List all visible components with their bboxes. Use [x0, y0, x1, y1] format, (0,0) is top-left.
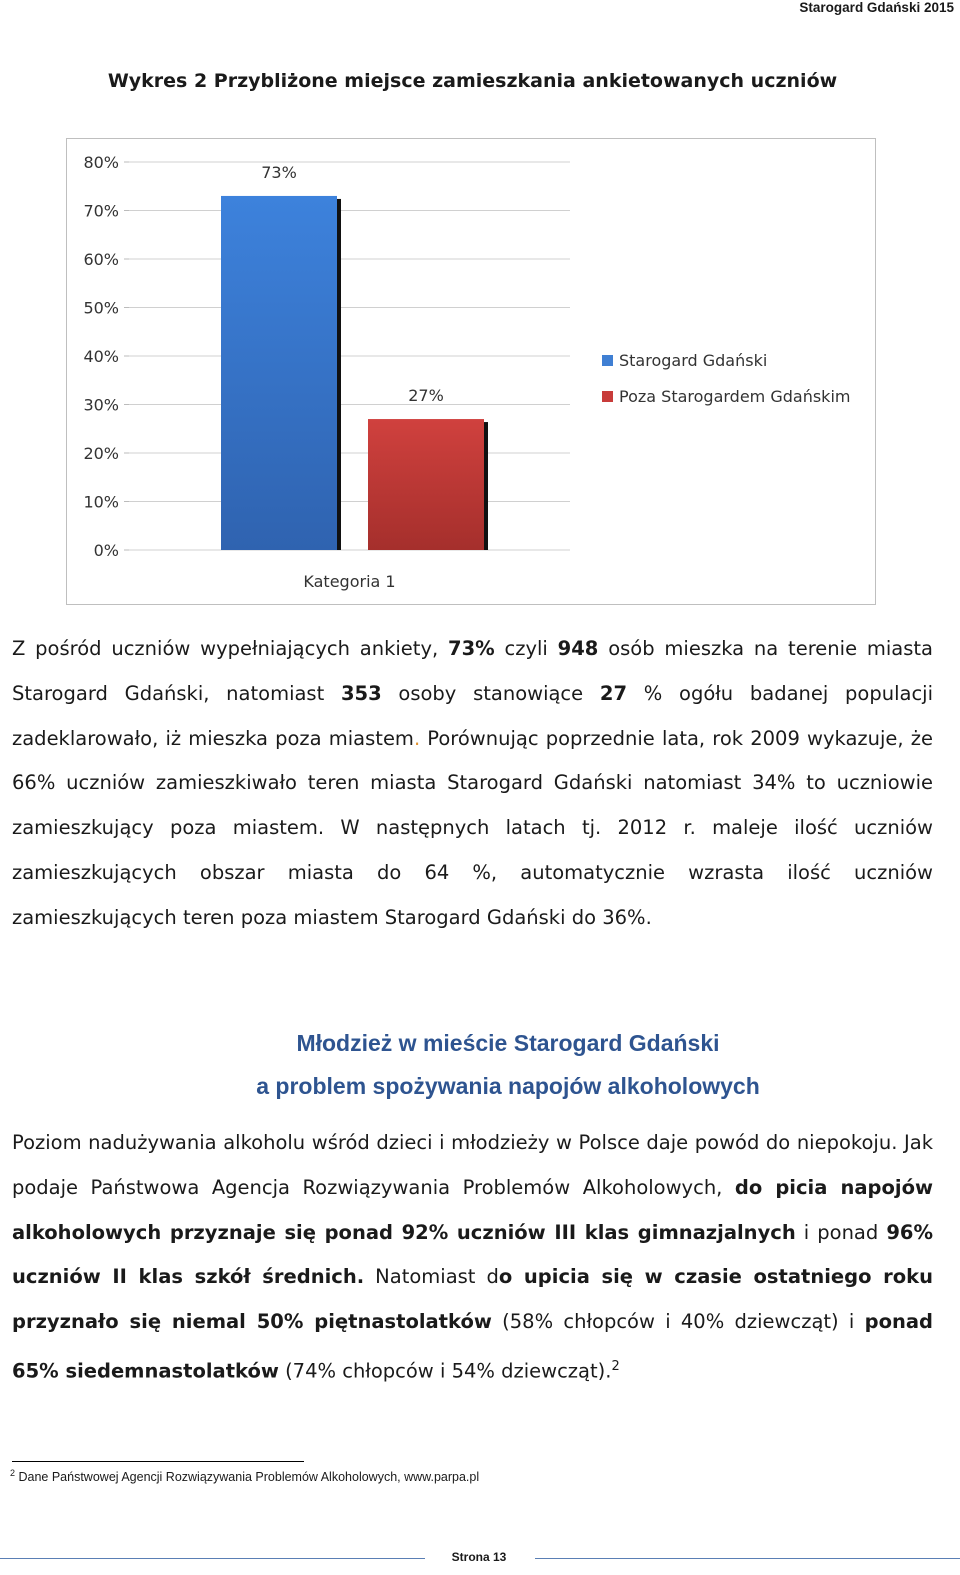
- text-segment: o upicia się w czasie ostatniego roku przyznało się niemal 50% piętnastolatków: [12, 1265, 933, 1334]
- y-tick-label: 30%: [83, 395, 119, 415]
- y-tick-label: 10%: [83, 492, 119, 512]
- paragraph-alcohol: [12, 1121, 933, 1394]
- y-tick-label: 80%: [83, 153, 119, 172]
- text-segment: .: [413, 726, 421, 750]
- y-tick-label: 50%: [83, 298, 119, 318]
- text-segment: (74% chłopców i 54% dziewcząt).: [278, 1359, 612, 1383]
- legend-item-poza: [602, 378, 850, 414]
- text-segment: 27: [599, 681, 628, 705]
- text-segment: czyli: [494, 637, 558, 660]
- y-tick-label: 60%: [83, 250, 119, 269]
- legend-label: Poza Starogardem Gdańskim: [619, 386, 851, 406]
- section-title-line2: a problem spożywania napojów alkoholowych: [256, 1073, 760, 1099]
- bar-poza: [368, 419, 484, 550]
- footnote-text: Dane Państwowej Agencji Rozwiązywania Problemów Alkoholowych, www.parpa.pl: [15, 1470, 480, 1485]
- text-segment: osób mieszka na terenie miasta Starogard Gdański, natomiast: [12, 637, 933, 705]
- header-title: Starogard Gdański 2015: [799, 0, 954, 15]
- page-number: Strona 13: [451, 1550, 507, 1564]
- text-segment: 353: [340, 681, 382, 705]
- text-segment: 96% uczniów II klas szkół średnich.: [12, 1220, 933, 1289]
- footnote: [10, 1468, 479, 1484]
- text-segment: 73%: [448, 637, 495, 660]
- text-segment: Z pośród uczniów wypełniających ankiety,: [12, 637, 449, 660]
- text-segment: Natomiast d: [364, 1265, 499, 1289]
- footnote-separator: [12, 1461, 304, 1462]
- chart-legend: [602, 342, 850, 414]
- text-segment: Porównując poprzednie lata, rok 2009 wykazuje, że 66% uczniów zamieszkiwało teren miasta Starogard Gdański natomiast 34% to uczniowie zamieszkujący poza miastem. W następnych latach tj. 2012 r. maleje ilość uczniów zamieszkujących obszar miasta do 64 %, automatycznie wzrasta ilość uczniów zamieszkujących teren poza miastem Starogard Gdański do 36%.: [12, 726, 933, 929]
- y-tick-label: 40%: [83, 347, 119, 366]
- x-category-label: Kategoria 1: [303, 572, 396, 591]
- text-segment: ponad 65% siedemnastolatków: [12, 1310, 933, 1383]
- data-label: 73%: [261, 162, 297, 182]
- text-segment: do picia napojów alkoholowych przyznaje się ponad 92% uczniów III klas gimnazjalnych: [12, 1175, 933, 1244]
- paragraph-residence: [12, 627, 933, 941]
- legend-label: Starogard Gdański: [619, 350, 768, 370]
- y-tick-label: 0%: [93, 541, 119, 560]
- footnote-number: 2: [10, 1468, 16, 1478]
- text-segment: % ogółu badanej populacji zadeklarowało, iż mieszka poza miastem: [12, 681, 933, 750]
- text-segment: 948: [557, 637, 599, 660]
- y-tick-label: 20%: [83, 444, 119, 463]
- chart-container: [66, 138, 876, 605]
- text-segment: 2: [611, 1358, 620, 1374]
- text-segment: i ponad: [795, 1220, 887, 1244]
- text-segment: (58% chłopców i 40% dziewcząt) i: [491, 1310, 865, 1334]
- legend-swatch-red: [602, 391, 613, 402]
- legend-item-starogard: [602, 342, 850, 378]
- legend-swatch-blue: [602, 355, 613, 366]
- text-segment: osoby stanowiące: [381, 681, 600, 705]
- y-tick-label: 70%: [83, 201, 119, 221]
- bar-starogard: [221, 196, 337, 550]
- text-segment: Poziom nadużywania alkoholu wśród dzieci i młodzieży w Polsce daje powód do niepokoju. Jak podaje Państwowa Agencja Rozwiązywania Problemów Alkoholowych,: [12, 1131, 933, 1199]
- data-label: 27%: [408, 386, 444, 406]
- section-title-line1: Młodzież w mieście Starogard Gdański: [296, 1030, 720, 1056]
- chart-title: Wykres 2 Przybliżone miejsce zamieszkania ankietowanych uczniów: [107, 70, 838, 92]
